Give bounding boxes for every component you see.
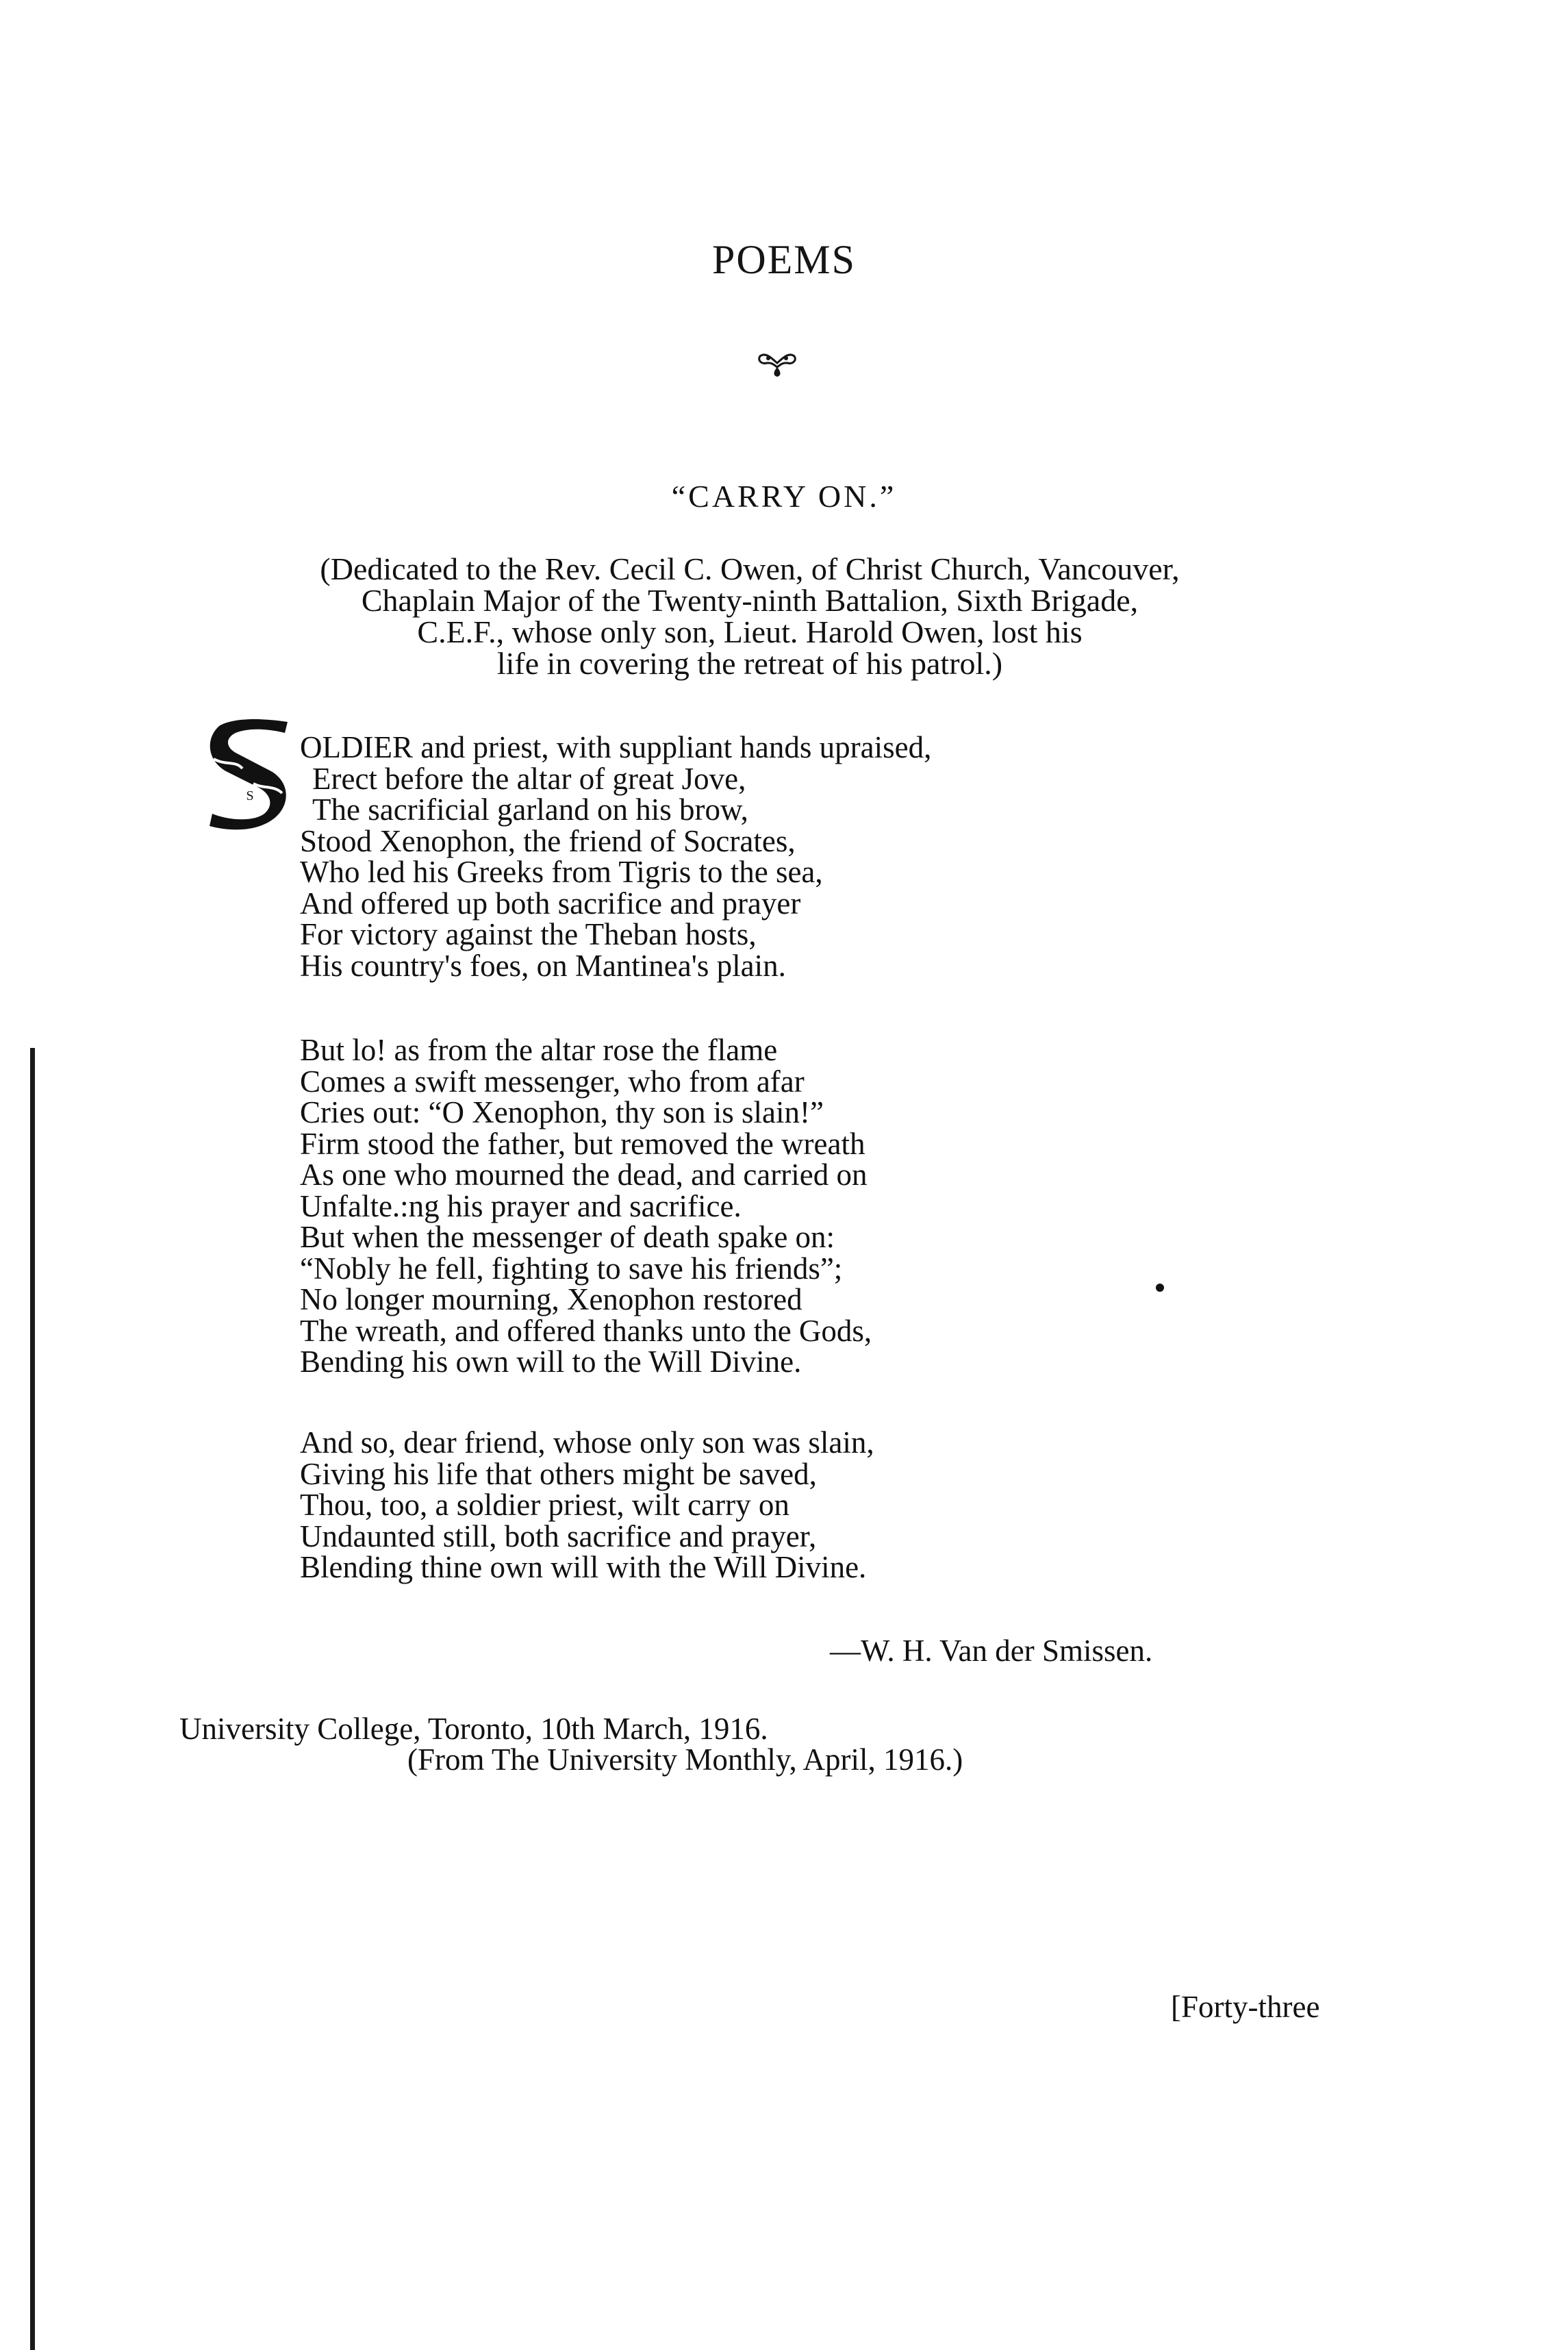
verse-line: Firm stood the father, but removed the wreath xyxy=(300,1126,865,1161)
stanza-2 xyxy=(300,1035,872,1378)
verse-line: Comes a swift messenger, who from afar xyxy=(300,1064,805,1099)
stanza-1 xyxy=(300,732,931,982)
verse-line: Who led his Greeks from Tigris to the sea, xyxy=(300,855,823,889)
verse-line: OLDIER and priest, with suppliant hands upraised, xyxy=(300,730,932,764)
verse-line: His country's foes, on Mantinea's plain. xyxy=(300,948,786,983)
verse-line: Thou, too, a soldier priest, wilt carry on xyxy=(300,1488,789,1522)
verse-line: But when the messenger of death spake on: xyxy=(300,1220,835,1254)
verse-line: Giving his life that others might be saved, xyxy=(300,1456,817,1491)
verse-line: And so, dear friend, whose only son was slain, xyxy=(300,1425,874,1460)
verse-line: As one who mourned the dead, and carried on xyxy=(300,1158,868,1192)
verse-line: The wreath, and offered thanks unto the Gods, xyxy=(300,1313,872,1348)
poem-title: “CARRY ON.” xyxy=(671,479,897,514)
verse-line: Blending thine own will with the Will Divine. xyxy=(300,1550,867,1584)
dedication-line: (Dedicated to the Rev. Cecil C. Owen, of Christ Church, Vancouver, xyxy=(320,551,1180,586)
verse-line: Undaunted still, both sacrifice and prayer, xyxy=(300,1518,817,1553)
drop-cap-letter: S xyxy=(246,788,254,803)
scan-edge-line xyxy=(30,1048,35,2350)
verse-line: For victory against the Theban hosts, xyxy=(300,917,757,951)
verse-line: The sacrificial garland on his brow, xyxy=(312,792,748,827)
verse-line: No longer mourning, Xenophon restored xyxy=(300,1282,802,1316)
dedication-line: C.E.F., whose only son, Lieut. Harold Owen, lost his xyxy=(417,614,1083,649)
dedication-line: Chaplain Major of the Twenty-ninth Battalion, Sixth Brigade, xyxy=(361,583,1139,618)
stanza-3 xyxy=(300,1427,874,1584)
page-folio: [Forty-three xyxy=(1171,1990,1320,2024)
print-speck xyxy=(1156,1284,1164,1292)
dedication-line: life in covering the retreat of his patrol.) xyxy=(496,646,1003,681)
verse-line: But lo! as from the altar rose the flame xyxy=(300,1033,778,1067)
verse-line: Stood Xenophon, the friend of Socrates, xyxy=(300,823,796,858)
verse-line: “Nobly he fell, fighting to save his friends”; xyxy=(300,1251,843,1286)
verse-line: And offered up both sacrifice and prayer xyxy=(300,886,801,921)
section-title: POEMS xyxy=(711,237,857,282)
verse-line: Bending his own will to the Will Divine. xyxy=(300,1345,802,1379)
place-date: University College, Toronto, 10th March, 1916. xyxy=(179,1712,768,1746)
fleuron-ornament-icon xyxy=(756,351,798,378)
author-attribution: —W. H. Van der Smissen. xyxy=(830,1634,1153,1668)
drop-cap xyxy=(205,718,294,834)
source-note: (From The University Monthly, April, 1916.) xyxy=(407,1742,963,1777)
verse-line: Erect before the altar of great Jove, xyxy=(312,761,746,796)
verse-line: Unfalte.:ng his prayer and sacrifice. xyxy=(300,1188,742,1223)
dedication xyxy=(164,553,1335,679)
verse-line: Cries out: “O Xenophon, thy son is slain!” xyxy=(300,1095,824,1129)
